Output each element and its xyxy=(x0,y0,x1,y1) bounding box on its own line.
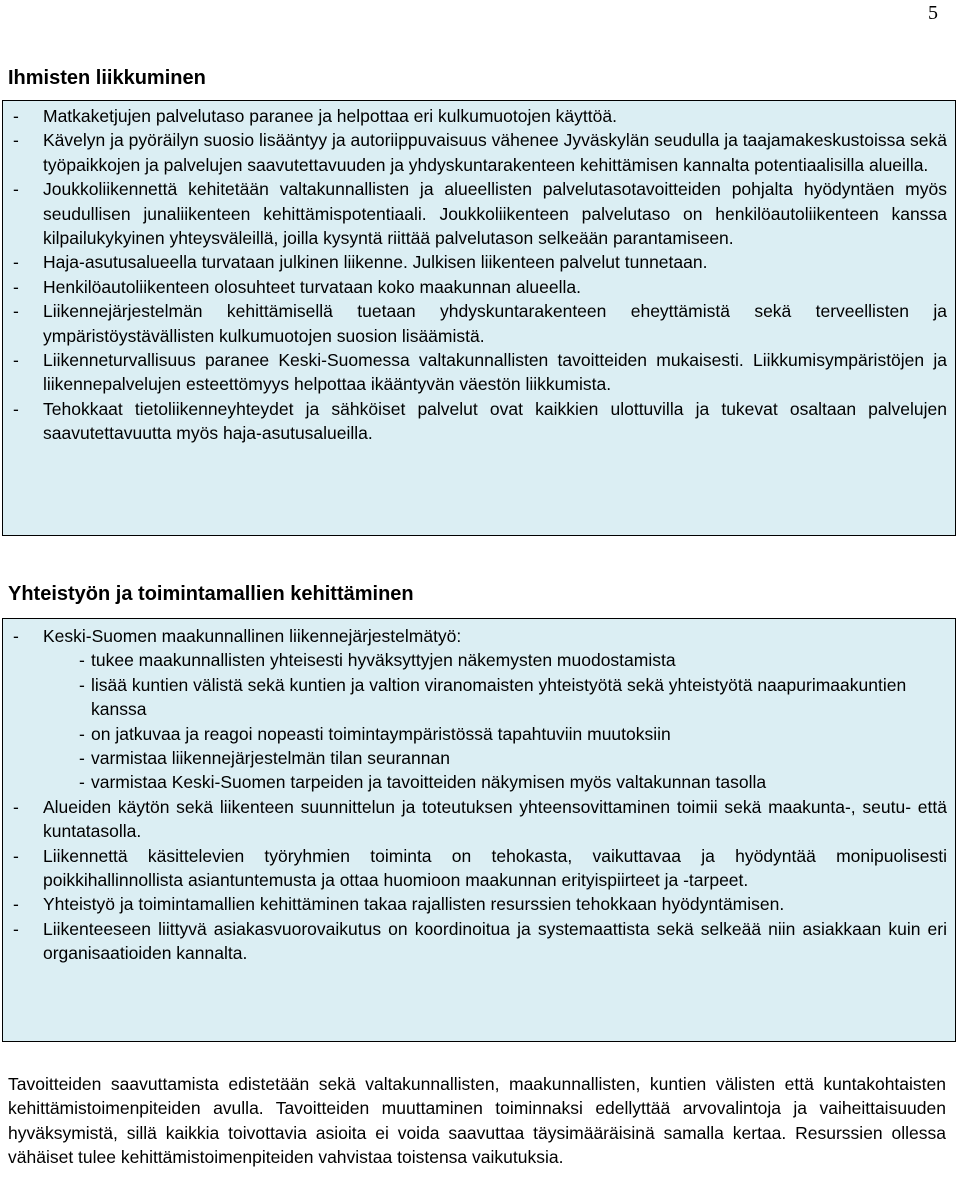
section-box-yhteistyo xyxy=(2,618,956,1042)
list-item-text: Liikenneturvallisuus paranee Keski-Suomessa valtakunnallisten tavoitteiden mukaisesti. Liikkumisympäristöjen ja liikennepalvelujen esteettömyys helpottaa ikääntyvän väestön liikkumista. xyxy=(43,350,947,395)
bullet-dash: - xyxy=(79,650,85,671)
list-item-text: Yhteistyö ja toimintamallien kehittäminen takaa rajallisten resurssien tehokkaan hyödyntämisen. xyxy=(43,894,785,915)
closing-paragraph: Tavoitteiden saavuttamista edistetään sekä valtakunnallisten, maakunnallisten, kuntien välisten että kuntakohtaisten kehittämistoimenpiteiden avulla. Tavoitteiden muuttaminen toiminnaksi edellyttää arvovalintoja ja vaiheittaisuuden hyväksymistä, sillä kaikkia toivottavia asioita ei voida saavuttaa täysimääräisinä samalla kertaa. Resurssien ollessa vähäiset tulee kehittämistoimenpiteiden vahvistaa toistensa vaikutuksia. xyxy=(8,1074,946,1168)
list-item xyxy=(11,128,947,177)
list-item-text: Kävelyn ja pyöräilyn suosio lisääntyy ja autoriippuvaisuus vähenee Jyväskylän seudulla ja taajamakeskustoissa sekä työpaikkojen ja palvelujen saavutettavuuden ja yhdyskuntarakenteen kehittämisen kannalta potentiaalisilla alueilla. xyxy=(43,130,947,175)
bullet-dash: - xyxy=(13,179,19,200)
list-item xyxy=(11,397,947,446)
page-number: 5 xyxy=(928,2,938,24)
sub-list-item xyxy=(79,673,947,722)
list-item xyxy=(11,177,947,250)
bullet-dash: - xyxy=(79,723,85,744)
list-item xyxy=(11,917,947,966)
list-item xyxy=(11,299,947,348)
list-item-text: Liikennettä käsittelevien työryhmien toiminta on tehokasta, vaikuttavaa ja hyödyntää monipuolisesti poikkihallinnollista asiantuntemusta ja ottaa huomioon maakunnan erityispiirteet ja -tarpeet. xyxy=(43,845,947,891)
sub-list-item xyxy=(79,770,947,794)
section-heading-yhteistyo: Yhteistyön ja toimintamallien kehittäminen xyxy=(8,583,414,605)
list-item-text: Tehokkaat tietoliikenneyhteydet ja sähköiset palvelut ovat kaikkien ulottuvilla ja tukevat osaltaan palvelujen saavutettavuutta myös haja-asutusalueilla. xyxy=(43,398,947,444)
list-item-text: Liikennejärjestelmän kehittämisellä tuetaan yhdyskuntarakenteen eheyttämistä sekä terveellisten ja ympäristöystävällisten kulkumuotojen suosion lisäämistä. xyxy=(43,301,947,346)
section-heading-ihmisten-liikkuminen: Ihmisten liikkuminen xyxy=(8,67,206,89)
list-item-text: Keski-Suomen maakunnallinen liikennejärjestelmätyö: xyxy=(43,626,462,646)
list-item xyxy=(11,250,947,274)
bullet-dash: - xyxy=(13,350,19,371)
section-box-ihmisten-liikkuminen xyxy=(2,100,956,536)
sub-list-item xyxy=(79,746,947,770)
list-item xyxy=(11,844,947,893)
sub-list-item-text: on jatkuvaa ja reagoi nopeasti toimintaympäristössä tapahtuviin muutoksiin xyxy=(91,723,671,744)
bullet-dash: - xyxy=(13,626,19,646)
bullet-dash: - xyxy=(13,301,19,322)
sub-list-item-text: varmistaa liikennejärjestelmän tilan seurannan xyxy=(91,748,450,769)
list-item-text: Liikenteeseen liittyvä asiakasvuorovaikutus on koordinoitua ja systemaattista sekä selkeää niin asiakkaan kuin eri organisaatioiden kannalta. xyxy=(43,918,947,964)
list-item-text: Alueiden käytön sekä liikenteen suunnittelun ja toteutuksen yhteensovittaminen toimii sekä maakunta-, seutu- että kuntatasolla. xyxy=(43,796,947,842)
bullet-dash: - xyxy=(79,748,85,769)
list-item xyxy=(11,275,947,299)
list-item-text: Henkilöautoliikenteen olosuhteet turvataan koko maakunnan alueella. xyxy=(43,276,582,297)
bullet-dash: - xyxy=(13,894,19,915)
list-item-text: Matkaketjujen palvelutaso paranee ja helpottaa eri kulkumuotojen käyttöä. xyxy=(43,106,617,126)
sub-list xyxy=(43,648,947,794)
sub-list-item-text: varmistaa Keski-Suomen tarpeiden ja tavoitteiden näkymisen myös valtakunnan tasolla xyxy=(91,772,767,793)
bullet-dash: - xyxy=(13,106,19,126)
sub-list-item xyxy=(79,722,947,746)
list-item xyxy=(11,104,947,128)
bullet-dash: - xyxy=(79,674,85,695)
bullet-dash: - xyxy=(13,130,19,151)
sub-list-item-text: tukee maakunnallisten yhteisesti hyväksyttyjen näkemysten muodostamista xyxy=(91,650,676,671)
bullet-dash: - xyxy=(13,796,19,817)
bullet-dash: - xyxy=(13,918,19,939)
list-item-text: Joukkoliikennettä kehitetään valtakunnallisten ja alueellisten palvelutasotavoitteiden pohjalta hyödyntäen myös seudullisen junaliikenteen kehittämispotentiaali. Joukkoliikenteen palvelutaso on henkilöautoliikenteen kanssa kilpailukykyinen yhteysväleillä, joilla kysyntä riittää palvelutason selkeään parantamiseen. xyxy=(43,179,947,249)
bullet-dash: - xyxy=(13,252,19,273)
list-item xyxy=(11,892,947,916)
bullet-dash: - xyxy=(79,772,85,793)
sub-list-item xyxy=(79,648,947,672)
bullet-dash: - xyxy=(13,845,19,866)
list-item xyxy=(11,624,947,648)
list-item-text: Haja-asutusalueella turvataan julkinen liikenne. Julkisen liikenteen palvelut tunnetaan. xyxy=(43,252,708,273)
list-item xyxy=(11,795,947,844)
bullet-dash: - xyxy=(13,276,19,297)
list-item xyxy=(11,348,947,397)
sub-list-item-text: lisää kuntien välistä sekä kuntien ja valtion viranomaisten yhteistyötä sekä yhteistyötä naapurimaakuntien kanssa xyxy=(91,674,907,720)
bullet-dash: - xyxy=(13,398,19,419)
